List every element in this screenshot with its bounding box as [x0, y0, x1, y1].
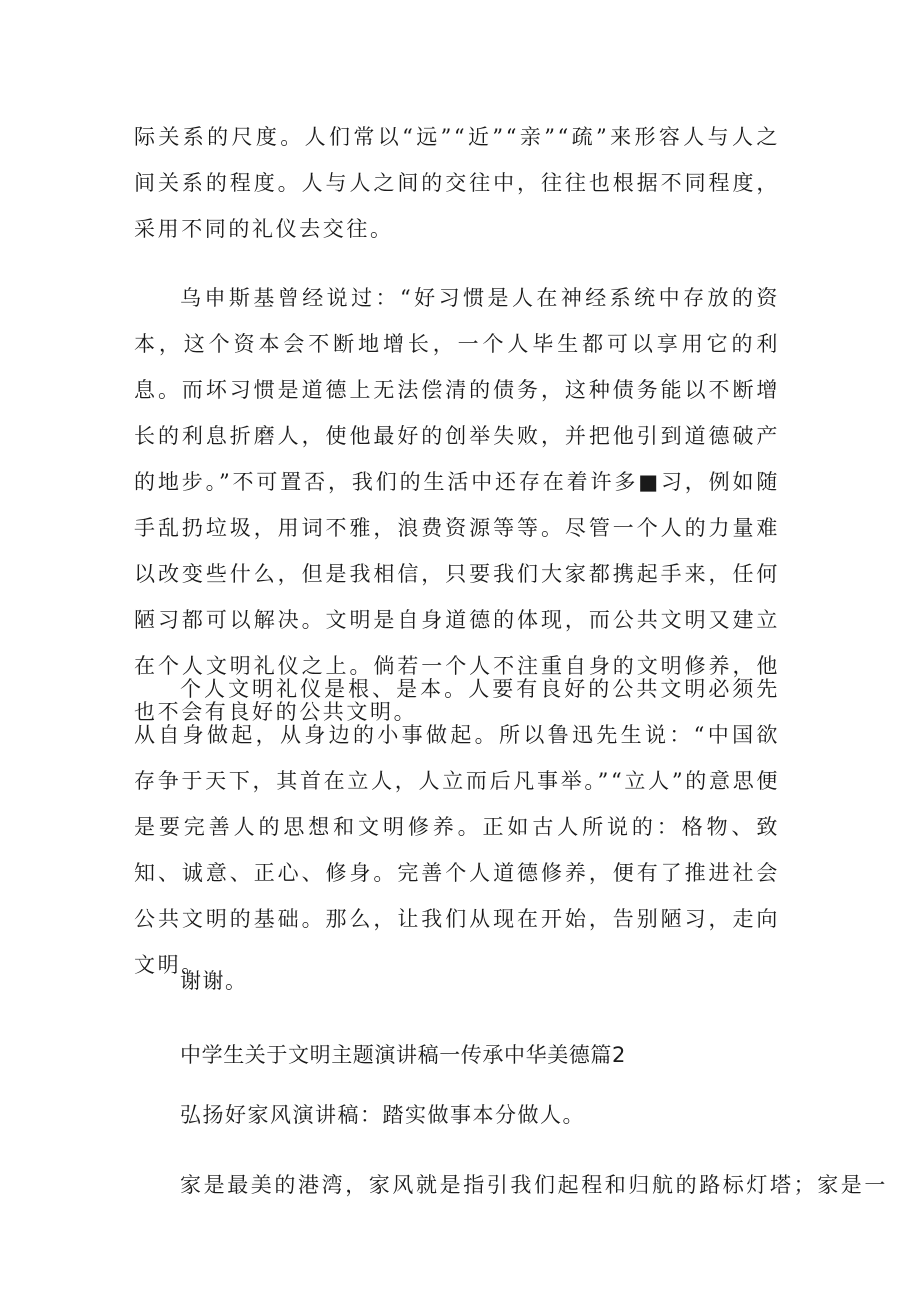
paragraph-ushinsky-quote: 乌申斯基曾经说过：“好习惯是人在神经系统中存放的资本，这个资本会不断地增长，一个人毕生都可以享用它的利息。而坏习惯是道德上无法偿清的债务，这种债务能以不断增长的利息折磨人，使他最好的创举失败，并把他引到道德破产的地步。”不可置否，我们的生活中还存在着许多■习，例如随手乱扔垃圾，用词不雅，浪费资源等等。尽管一个人的力量难以改变些什么，但是我相信，只要我们大家都携起手来，任何陋习都可以解决。文明是自身道德的体现，而公共文明又建立在个人文明礼仪之上。倘若一个人不注重自身的文明修养，他也不会有良好的公共文明。: [134, 286, 780, 724]
section-heading: 中学生关于文明主题演讲稿一传承中华美德篇2: [180, 1043, 626, 1067]
paragraph-personal-etiquette: 个人文明礼仪是根、是本。人要有良好的公共文明必须先从自身做起，从身边的小事做起。所以鲁迅先生说：“中国欲存争于天下，其首在立人，人立而后凡事举。”“立人”的意思便是要完善人的思想和文明修养。正如古人所说的：格物、致知、诚意、正心、修身。完善个人道德修养，便有了推进社会公共文明的基础。那么，让我们从现在开始，告别陋习，走向文明。: [134, 677, 780, 977]
speech-subtitle: 弘扬好家风演讲稿：踏实做事本分做人。: [180, 1103, 585, 1127]
paragraph-family-tradition: 家是最美的港湾，家风就是指引我们起程和归航的路标灯塔；家是一: [180, 1173, 888, 1197]
thanks-line: 谢谢。: [180, 969, 248, 993]
paragraph-etiquette-distance: 际关系的尺度。人们常以“远”“近”“亲”“疏”来形容人与人之间关系的程度。人与人之间的交往中，往往也根据不同程度，采用不同的礼仪去交往。: [134, 125, 780, 241]
